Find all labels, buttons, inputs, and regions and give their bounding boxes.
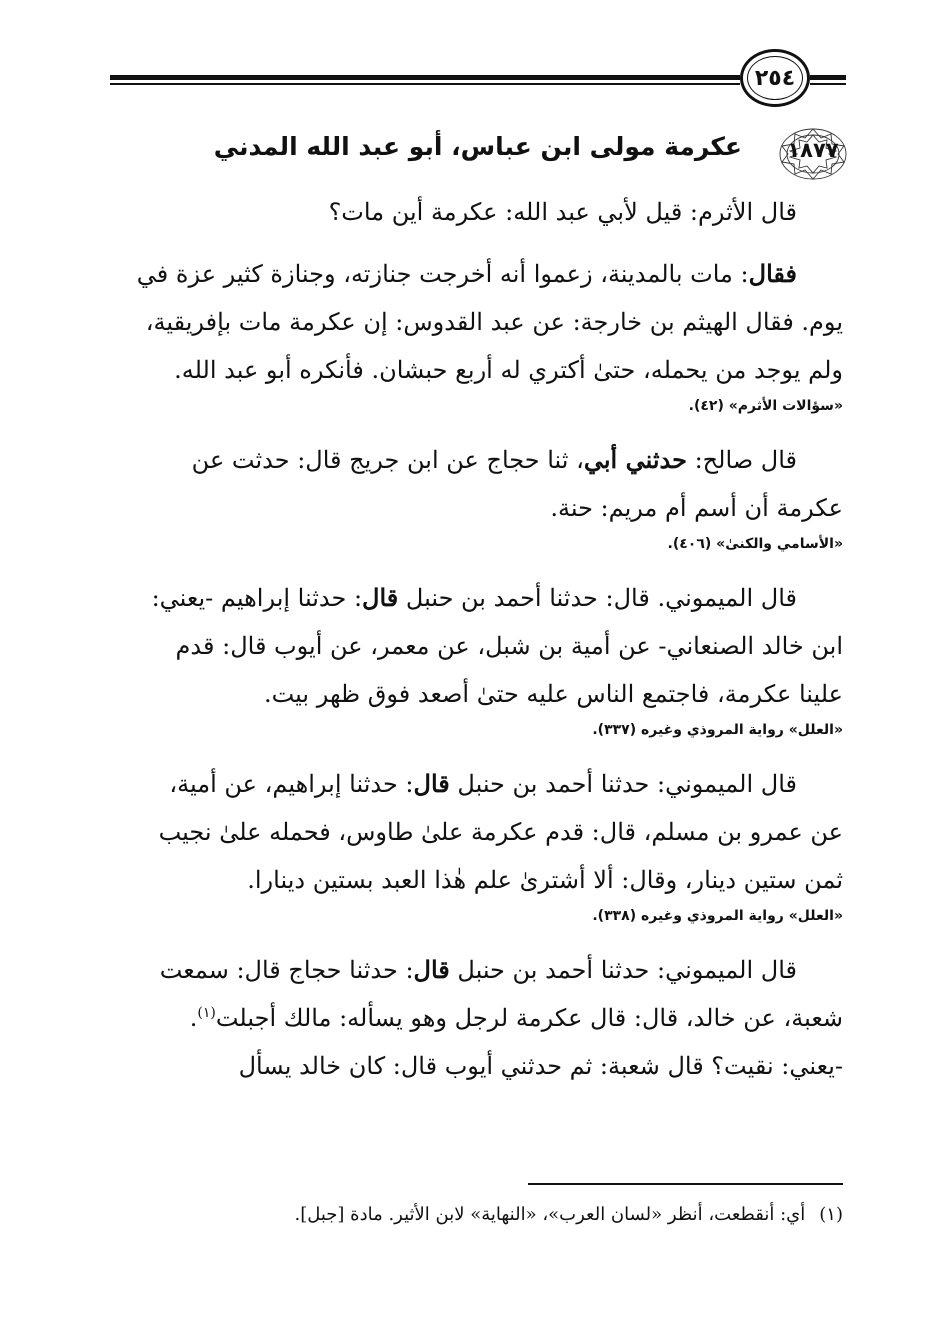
text-run: علينا عكرمة، فاجتمع الناس عليه حتىٰ أصعد فوق ظهر بيت. [263,680,843,708]
footnote-text: أي: أنقطعت، أنظر «لسان العرب»، «النهاية» لابن الأثير. مادة [جبل]. [294,1204,806,1225]
paragraph [95,436,843,532]
text-run: ، ثنا حجاج عن ابن جريج قال: حدثت عن [191,446,584,474]
text-run: عن عمرو بن مسلم، قال: قدم عكرمة علىٰ طاوس، فحمله علىٰ نجيب [158,818,843,846]
text-line [169,770,843,798]
source-citation: «سؤالات الأثرم» (٤٢). [688,398,843,414]
header-rule [110,83,740,85]
text-run: -يعني: نقيت؟ قال شعبة: ثم حدثني أيوب قال: كان خالد يسأل [238,1052,843,1080]
text-run: ابن خالد الصنعاني- عن أمية بن شبل، عن معمر، عن أيوب قال: قدم [175,632,843,660]
text-run: قال الميموني. قال: حدثنا أحمد بن حنبل [398,584,797,612]
paragraph [95,574,843,718]
header-rule [110,75,740,80]
footnote [95,1200,843,1230]
source-citation: «العلل» رواية المروذي وغيره (٣٣٧). [592,722,843,738]
main-text [95,188,843,1090]
text-run: قال [413,769,450,798]
text-line [152,584,843,612]
text-run: قال صالح: [686,446,797,474]
text-line [137,260,843,288]
text-run: فقال [748,259,797,288]
text-run: قال [362,583,399,612]
paragraph [95,188,843,236]
entry-title-row [90,126,850,182]
footnote-number: (١) [819,1204,843,1225]
text-line [239,1052,843,1080]
text-line [159,818,843,846]
text-line [146,308,843,336]
text-line [192,446,843,474]
source-citation: «العلل» رواية المروذي وغيره (٣٣٨). [592,908,843,924]
text-run: شعبة، عن خالد، قال: قال عكرمة لرجل وهو يسأله: مالك أجبلت [215,1004,843,1032]
entry-heading: عكرمة مولى ابن عباس، أبو عبد الله المدني [213,132,742,161]
text-run: حدثني أبي [583,445,687,474]
paragraph [95,250,843,394]
text-run: قال الميموني: حدثنا أحمد بن حنبل [449,956,797,984]
text-line [176,632,843,660]
text-run: : حدثنا حجاج قال: سمعت [159,956,414,984]
text-run: : حدثنا إبراهيم -يعني: [151,584,363,612]
source-citation: «الأسامي والكنىٰ» (٤٠٦). [667,536,843,552]
text-line [550,494,843,522]
footnote-ref: (١) [197,1005,216,1021]
text-run: ولم يوجد من يحمله، حتىٰ أكتري له أربع حبشان. فأنكره أبو عبد الله. [174,356,843,384]
text-run: : حدثنا إبراهيم، عن أمية، [169,770,414,798]
page-number: ٢٥٤ [747,56,803,100]
paragraph [95,946,843,1090]
page-number-badge [740,49,810,107]
header-rule [810,83,846,85]
page-header [110,45,846,111]
footnote-divider [528,1183,843,1185]
text-run: قال الأثرم: قيل لأبي عبد الله: عكرمة أين مات؟ [328,198,797,226]
paragraph [95,760,843,904]
text-line [329,198,843,226]
text-run: قال [413,955,450,984]
text-line [174,356,843,384]
text-line [190,1004,843,1032]
entry-number: ١٨٧٧ [787,138,839,162]
text-run: . [189,1004,198,1032]
header-rule [810,75,846,80]
text-line [247,866,843,894]
text-line [264,680,843,708]
text-run: عكرمة أن أسم أم مريم: حنة. [550,494,843,522]
text-run: : مات بالمدينة، زعموا أنه أخرجت جنازته، وجنازة كثير عزة في [136,260,749,288]
text-run: ثمن ستين دينار، وقال: ألا أشترىٰ علم هٰذا العبد بستين دينارا. [247,866,843,894]
text-run: قال الميموني: حدثنا أحمد بن حنبل [449,770,797,798]
text-run: يوم. فقال الهيثم بن خارجة: عن عبد القدوس: إن عكرمة مات بإفريقية، [145,308,843,336]
text-line [160,956,843,984]
